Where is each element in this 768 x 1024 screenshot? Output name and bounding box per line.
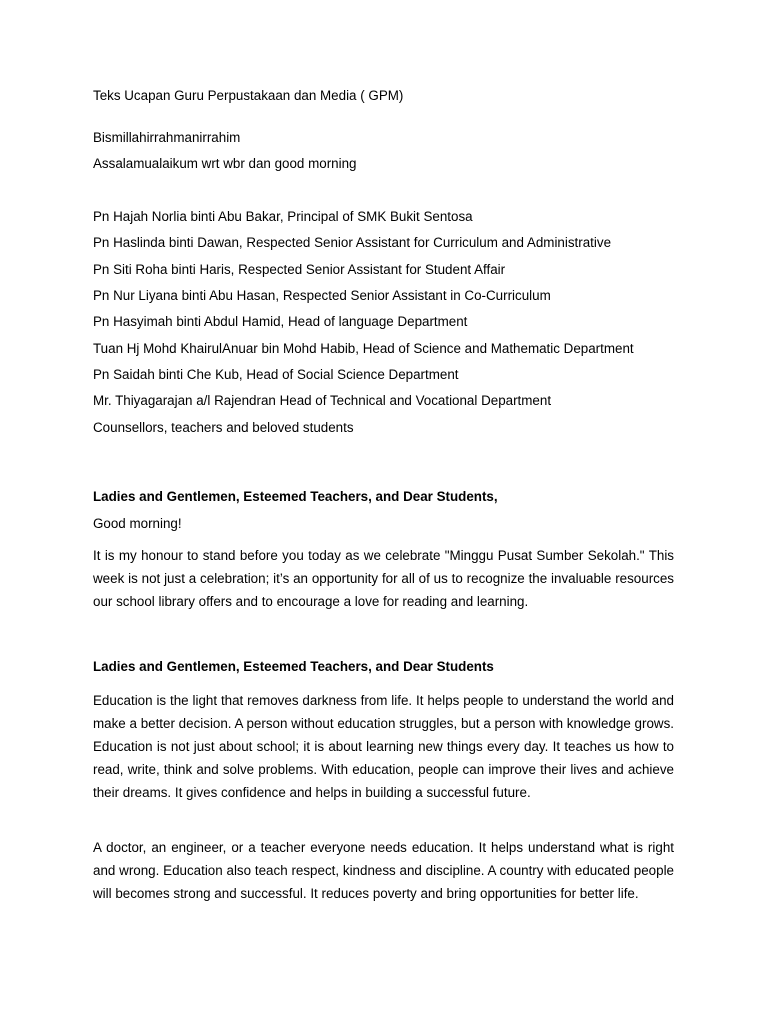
salutation-line: Pn Saidah binti Che Kub, Head of Social Science Department xyxy=(93,367,459,382)
greeting: Good morning! xyxy=(93,516,182,531)
section-heading: Ladies and Gentlemen, Esteemed Teachers, and Dear Students xyxy=(93,659,494,674)
body-paragraph: Education is the light that removes darkness from life. It helps people to understand the world and make a better decision. A person without education struggles, but a person with knowledge grows. Education is not just about school; it is about learning new things every day. It teaches us how to read, write, think and solve problems. With education, people can improve their lives and achieve their dreams. It gives confidence and helps in building a successful future. xyxy=(93,693,674,800)
salutation-line: Pn Hasyimah binti Abdul Hamid, Head of language Department xyxy=(93,314,468,329)
salutation-line: Pn Haslinda binti Dawan, Respected Senior Assistant for Curriculum and Administrative xyxy=(93,235,612,250)
salutation-line: Pn Nur Liyana binti Abu Hasan, Respected Senior Assistant in Co-Curriculum xyxy=(93,288,551,303)
salutation-line: Mr. Thiyagarajan a/l Rajendran Head of Technical and Vocational Department xyxy=(93,393,552,408)
salutation-line: Tuan Hj Mohd KhairulAnuar bin Mohd Habib, Head of Science and Mathematic Department xyxy=(93,341,634,356)
opening-line: Assalamualaikum wrt wbr dan good morning xyxy=(93,156,357,171)
salutation-line: Pn Hajah Norlia binti Abu Bakar, Principal of SMK Bukit Sentosa xyxy=(93,209,473,224)
document-title: Teks Ucapan Guru Perpustakaan dan Media ( GPM) xyxy=(93,88,404,103)
body-paragraph: It is my honour to stand before you today as we celebrate "Minggu Pusat Sumber Sekolah." This week is not just a celebration; it’s an opportunity for all of us to recognize the invaluable resources our school library offers and to encourage a love for reading and learning. xyxy=(93,548,674,609)
body-paragraph: A doctor, an engineer, or a teacher everyone needs education. It helps understand what is right and wrong. Education also teach respect, kindness and discipline. A country with educated people will becomes strong and successful. It reduces poverty and bring opportunities for better life. xyxy=(93,840,674,901)
salutation-line: Counsellors, teachers and beloved students xyxy=(93,420,354,435)
section-heading: Ladies and Gentlemen, Esteemed Teachers, and Dear Students, xyxy=(93,489,498,504)
salutation-line: Pn Siti Roha binti Haris, Respected Senior Assistant for Student Affair xyxy=(93,262,506,277)
opening-line: Bismillahirrahmanirrahim xyxy=(93,130,241,145)
